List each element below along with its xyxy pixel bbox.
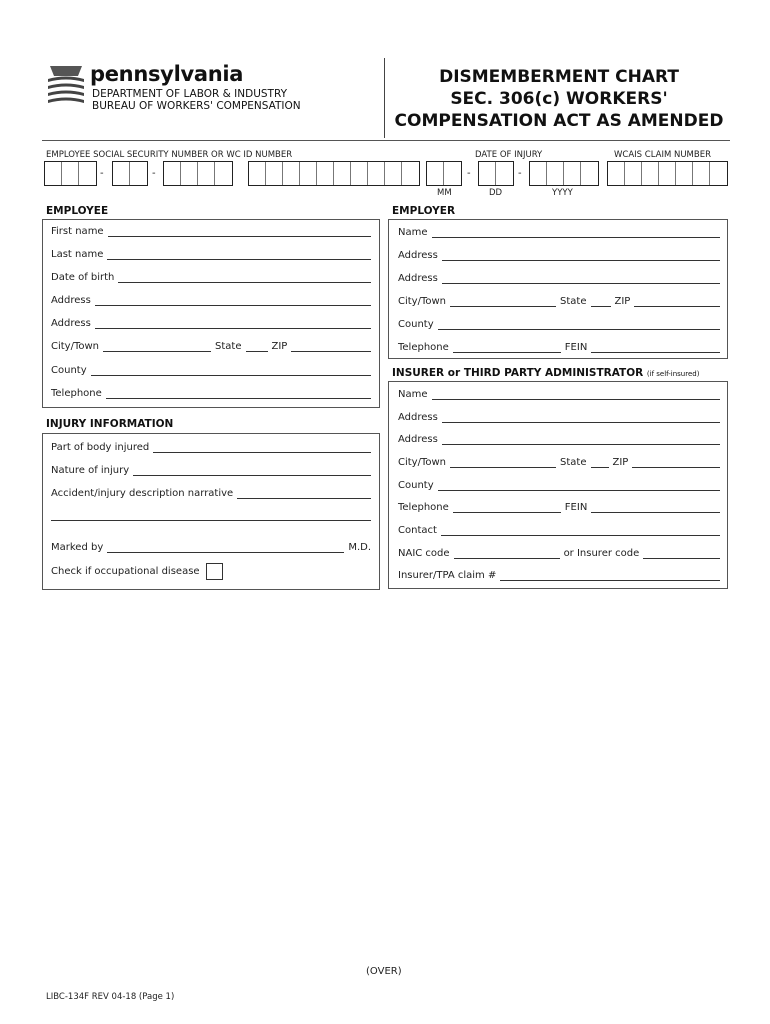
employee-address2-label: Address [51,318,91,329]
bureau-name: BUREAU OF WORKERS' COMPENSATION [92,100,301,112]
employee-zip-label: ZIP [271,341,288,352]
nature-label: Nature of injury [51,465,130,476]
nature-row[interactable] [51,465,371,476]
ssn-part-2[interactable] [112,161,148,186]
insurer-telephone-label: Telephone [398,502,449,513]
insurer-claim-row[interactable] [398,570,720,581]
insurer-code-label: or Insurer code [563,548,640,559]
insurer-name-label: Name [398,389,428,400]
employer-state-field[interactable] [591,297,611,307]
insurer-telephone-field[interactable] [453,503,561,513]
employee-address1-row[interactable] [51,295,371,306]
employer-county-row[interactable] [398,319,720,330]
employee-last-name-field[interactable] [107,250,371,260]
employer-fein-field[interactable] [591,343,720,353]
employer-zip-label: ZIP [614,296,631,307]
ssn-label: EMPLOYEE SOCIAL SECURITY NUMBER OR WC ID NUMBER [46,150,293,160]
employer-fein-label: FEIN [564,342,588,353]
insurer-city-label: City/Town [398,457,447,468]
mm-caption: MM [437,188,452,198]
employee-city-row[interactable] [51,341,371,352]
employee-last-name-row[interactable] [51,249,371,260]
title-line-3: COMPENSATION ACT AS AMENDED [394,111,724,131]
employer-address1-field[interactable] [442,251,720,261]
employee-state-field[interactable] [246,342,268,352]
employer-county-field[interactable] [438,320,720,330]
insurer-city-field[interactable] [450,458,556,468]
insurer-address2-label: Address [398,434,438,445]
insurer-county-label: County [398,480,434,491]
insurer-heading [392,367,699,379]
employee-address2-row[interactable] [51,318,371,329]
md-label: M.D. [348,542,371,553]
insurer-fein-field[interactable] [591,503,720,513]
insurer-address1-field[interactable] [442,413,720,423]
form-title [388,66,730,132]
employee-first-name-field[interactable] [108,227,371,237]
insurer-contact-label: Contact [398,525,437,536]
date-mm-input[interactable] [426,161,462,186]
logo-wordmark: pennsylvania [90,62,244,86]
title-line-1: DISMEMBERMENT CHART [439,67,679,87]
employer-address2-label: Address [398,273,438,284]
employee-dob-label: Date of birth [51,272,115,283]
employee-county-row[interactable] [51,365,371,376]
date-dash-2: - [518,168,522,179]
employer-name-label: Name [398,227,428,238]
insurer-address1-label: Address [398,412,438,423]
marked-by-label: Marked by [51,542,104,553]
employer-city-field[interactable] [450,297,556,307]
date-dd-input[interactable] [478,161,514,186]
insurer-state-field[interactable] [591,458,609,468]
insurer-telephone-row[interactable] [398,502,720,513]
insurer-code-field[interactable] [643,549,720,559]
employee-address1-label: Address [51,295,91,306]
insurer-state-label: State [560,457,587,468]
employee-dob-row[interactable] [51,272,371,283]
ssn-dash-2: - [152,168,156,179]
insurer-heading-note: (if self-insured) [646,370,700,378]
occupational-row[interactable] [51,563,371,580]
dd-caption: DD [489,188,503,198]
employer-address1-row[interactable] [398,250,720,261]
insurer-name-row[interactable] [398,389,720,400]
employer-address2-row[interactable] [398,273,720,284]
narrative-row[interactable] [51,488,371,499]
employee-state-label: State [215,341,242,352]
injury-heading: INJURY INFORMATION [46,418,174,430]
insurer-address2-field[interactable] [442,435,720,445]
marked-by-field[interactable] [107,543,344,553]
insurer-county-field[interactable] [438,481,720,491]
insurer-heading-text: INSURER or THIRD PARTY ADMINISTRATOR [392,367,644,379]
insurer-claim-label: Insurer/TPA claim # [398,570,497,581]
employer-heading: EMPLOYER [392,205,456,217]
employer-panel [388,219,728,359]
insurer-zip-field[interactable] [632,458,720,468]
employer-telephone-row[interactable] [398,342,720,353]
yyyy-caption: YYYY [552,188,573,198]
keystone-logo-icon [46,62,86,108]
employer-zip-field[interactable] [634,297,720,307]
insurer-name-field[interactable] [432,390,720,400]
employer-telephone-field[interactable] [453,343,561,353]
insurer-naic-label: NAIC code [398,548,450,559]
insurer-naic-row[interactable] [398,548,720,559]
employer-name-field[interactable] [432,228,720,238]
pa-logo [46,62,346,122]
ssn-part-1[interactable] [44,161,97,186]
date-of-injury-label: DATE OF INJURY [475,150,543,160]
marked-by-row[interactable] [51,542,371,553]
employee-last-name-label: Last name [51,249,104,260]
insurer-city-row[interactable] [398,457,720,468]
employee-heading: EMPLOYEE [46,205,109,217]
insurer-naic-field[interactable] [454,549,560,559]
employee-county-field[interactable] [91,366,371,376]
insurer-address1-row[interactable] [398,412,720,423]
employee-city-label: City/Town [51,341,100,352]
header-divider [384,58,385,138]
insurer-contact-row[interactable] [398,525,720,536]
wcais-label: WCAIS CLAIM NUMBER [614,150,712,160]
employee-zip-field[interactable] [291,342,371,352]
ssn-dash-1: - [100,168,104,179]
over-note: (OVER) [366,966,402,977]
employer-telephone-label: Telephone [398,342,449,353]
insurer-county-row[interactable] [398,480,720,491]
occupational-label: Check if occupational disease [51,566,200,577]
insurer-claim-field[interactable] [500,571,720,581]
employer-address2-field[interactable] [442,274,720,284]
employee-first-name-label: First name [51,226,104,237]
form-id: LIBC-134F REV 04-18 (Page 1) [46,992,175,1002]
employer-state-label: State [560,296,587,307]
employee-dob-field[interactable] [118,273,371,283]
insurer-fein-label: FEIN [564,502,588,513]
body-part-row[interactable] [51,442,371,453]
employer-city-row[interactable] [398,296,720,307]
employee-address2-field[interactable] [95,319,371,329]
insurer-contact-field[interactable] [441,526,720,536]
employer-name-row[interactable] [398,227,720,238]
ssn-part-3[interactable] [163,161,233,186]
wcais-claim-input[interactable] [607,161,728,186]
employee-address1-field[interactable] [95,296,371,306]
narrative-field[interactable] [237,489,371,499]
title-line-2: SEC. 306(c) WORKERS' [450,89,668,109]
employee-panel [42,219,380,408]
employee-first-name-row[interactable] [51,226,371,237]
employee-county-label: County [51,365,87,376]
occupational-checkbox[interactable] [206,563,223,580]
employee-telephone-row[interactable] [51,388,371,399]
employer-city-label: City/Town [398,296,447,307]
narrative-continuation-field[interactable] [51,520,371,521]
employer-address1-label: Address [398,250,438,261]
narrative-label: Accident/injury description narrative [51,488,234,499]
insurer-address2-row[interactable] [398,434,720,445]
date-yyyy-input[interactable] [529,161,599,186]
body-part-field[interactable] [153,443,371,453]
department-name: DEPARTMENT OF LABOR & INDUSTRY [92,88,288,100]
insurer-zip-label: ZIP [612,457,629,468]
employee-telephone-label: Telephone [51,388,102,399]
header-rule [42,140,730,141]
body-part-label: Part of body injured [51,442,150,453]
employer-county-label: County [398,319,434,330]
nature-field[interactable] [133,466,371,476]
employee-telephone-field[interactable] [106,389,371,399]
employee-city-field[interactable] [103,342,211,352]
wc-id-input[interactable] [248,161,420,186]
date-dash-1: - [467,168,471,179]
